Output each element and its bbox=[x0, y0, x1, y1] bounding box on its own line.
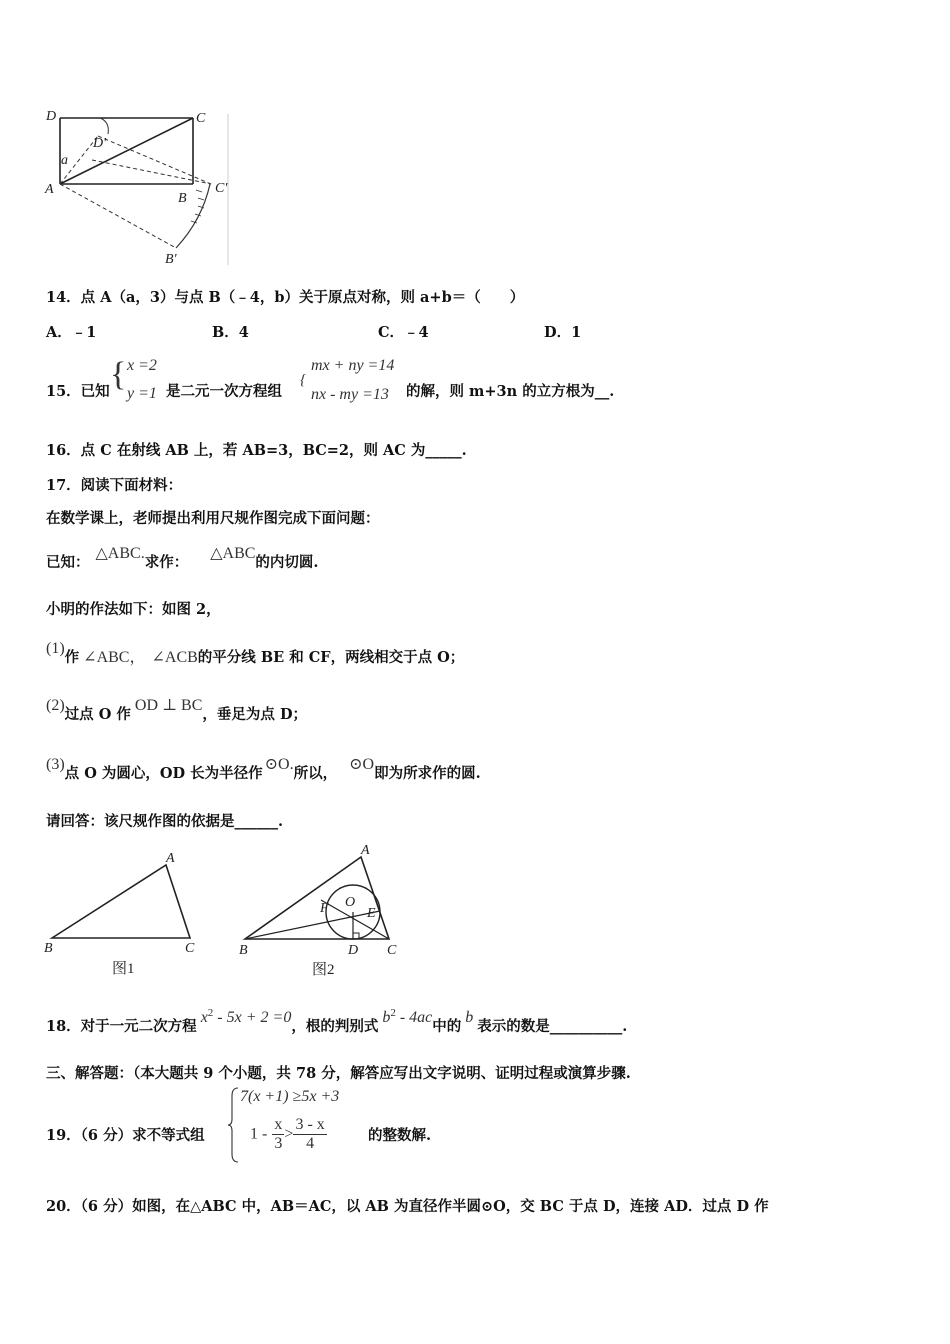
fig1-label-c: C bbox=[185, 941, 195, 956]
q14-options bbox=[46, 321, 710, 342]
q19-brace bbox=[228, 1086, 240, 1164]
q19-frac1-den: 3 bbox=[274, 1135, 283, 1152]
q17-question bbox=[46, 810, 283, 831]
q17-title bbox=[46, 474, 182, 495]
q18-mid2: 中的 bbox=[432, 1018, 462, 1035]
question-19 bbox=[46, 1124, 205, 1145]
q17-step-3 bbox=[46, 756, 481, 783]
q17-step3-pre: 点 O 为圆心，OD 长为半径作 bbox=[64, 765, 263, 782]
fig2-label-e: E bbox=[367, 906, 376, 921]
q19-frac-2 bbox=[293, 1116, 326, 1153]
q15-brace-2: { bbox=[300, 372, 306, 388]
q14-option-d: D．1 bbox=[544, 324, 582, 341]
q19-ineq-1: 7(x +1) ≥5x +3 bbox=[240, 1088, 340, 1105]
q18-prefix: 18．对于一元二次方程 bbox=[46, 1018, 197, 1035]
fig1-label-b: B bbox=[44, 941, 53, 956]
q17-step2-num: (2) bbox=[46, 697, 65, 714]
q14-option-c: C．﹣4 bbox=[378, 324, 429, 341]
q17-known-label: 已知： bbox=[46, 554, 90, 571]
fig13-label-a: A bbox=[45, 182, 54, 197]
q15-sys1-eq2: y =1 bbox=[127, 385, 157, 402]
q17-step-2 bbox=[46, 697, 308, 724]
figure-1-triangle bbox=[40, 845, 210, 980]
q19-tail bbox=[368, 1124, 431, 1145]
q17-known bbox=[46, 545, 319, 572]
q19-suffix: 的整数解. bbox=[368, 1127, 432, 1144]
fig13-label-b-prime: B' bbox=[165, 252, 177, 267]
q15-prefix: 15．已知 bbox=[46, 383, 110, 400]
q17-step2-pre: 过点 O 作 bbox=[64, 706, 131, 723]
q18-eq-a: x bbox=[200, 1009, 208, 1026]
q18-disc-b: - 4ac bbox=[395, 1009, 433, 1026]
q20-text: 20．（6 分）如图，在△ABC 中，AB＝AC，以 AB 为直径作半圆⊙O，交 BC 于点 D，连接 AD．过点 D 作 bbox=[46, 1198, 769, 1215]
q17-ask-math: △ABC bbox=[210, 545, 256, 562]
q17-step1-num: (1) bbox=[46, 640, 65, 657]
q19-frac2-num: 3 - x bbox=[295, 1116, 325, 1133]
q17-step3-post: 即为所求作的圆. bbox=[374, 765, 481, 782]
section3-text: 三、解答题：（本大题共 9 个小题，共 78 分，解答应写出文字说明、证明过程或演算步骤. bbox=[46, 1065, 631, 1082]
figure-rectangle-fold bbox=[40, 100, 240, 272]
q19-frac2-den: 4 bbox=[306, 1135, 315, 1152]
fig13-label-d-prime: D' bbox=[93, 136, 107, 151]
fig1-label-a: A bbox=[166, 851, 175, 866]
section-3-header bbox=[46, 1062, 631, 1083]
q17-intro-text: 在数学课上，老师提出利用尺规作图完成下面问题： bbox=[46, 510, 380, 527]
q17-ask-label: 求作： bbox=[144, 554, 189, 571]
fig2-label-b: B bbox=[239, 943, 248, 958]
q15-middle bbox=[166, 380, 282, 401]
fig2-label-f: F bbox=[320, 901, 329, 916]
q17-title-text: 17．阅读下面材料： bbox=[46, 477, 183, 494]
fig13-label-a-angle: a bbox=[61, 153, 68, 168]
q18-mid: ，根的判别式 bbox=[291, 1018, 379, 1035]
q18-disc-exp: 2 bbox=[390, 1007, 396, 1019]
q19-prefix: 19．（6 分）求不等式组 bbox=[46, 1127, 205, 1144]
q17-question-text: 请回答：该尺规作图的依据是______. bbox=[46, 813, 284, 830]
q17-step2-post: ，垂足为点 D； bbox=[202, 706, 308, 723]
q19-ineq-2 bbox=[250, 1116, 327, 1153]
fig13-label-b: B bbox=[178, 191, 187, 206]
q17-step2-m1: OD ⊥ BC bbox=[134, 697, 203, 714]
fig13-label-d: D bbox=[46, 109, 57, 124]
q17-step3-num: (3) bbox=[46, 756, 65, 773]
q18-eq-exp: 2 bbox=[207, 1007, 214, 1019]
q17-method bbox=[46, 598, 221, 619]
question-15 bbox=[46, 380, 110, 401]
q17-step3-m1: ⊙O. bbox=[264, 756, 294, 773]
question-18 bbox=[46, 1007, 628, 1036]
q17-method-text: 小明的作法如下：如图 2， bbox=[46, 601, 221, 618]
q18-suffix: 表示的数是__________. bbox=[477, 1018, 628, 1035]
fig13-label-c: C bbox=[196, 111, 206, 126]
q18-disc-a: b bbox=[382, 1009, 391, 1026]
q17-step1-m2: ∠ACB bbox=[151, 649, 198, 666]
fig13-label-c-prime: C' bbox=[215, 181, 228, 196]
q17-step1-sep: ， bbox=[129, 649, 146, 666]
q18-var: b bbox=[465, 1009, 474, 1026]
q19-frac-1 bbox=[272, 1116, 284, 1153]
q15-tail bbox=[406, 380, 614, 401]
q19-frac1-num: x bbox=[274, 1116, 283, 1133]
q17-step-1 bbox=[46, 640, 465, 667]
q16-text: 16．点 C 在射线 AB 上，若 AB=3，BC=2，则 AC 为_____. bbox=[46, 442, 467, 459]
fig2-label-o: O bbox=[345, 895, 356, 910]
question-16 bbox=[46, 439, 467, 460]
q15-sys2-eq2: nx - my =13 bbox=[311, 386, 389, 403]
q15-sys2-eq1: mx + ny =14 bbox=[311, 357, 395, 374]
q17-step3-mid: 所以， bbox=[293, 765, 338, 782]
q17-step1-pre: 作 bbox=[64, 649, 80, 666]
q17-known-math: △ABC. bbox=[95, 545, 145, 562]
q17-step3-m2: ⊙O bbox=[349, 756, 375, 773]
q14-option-b: B．4 bbox=[212, 324, 249, 341]
question-14 bbox=[46, 286, 524, 307]
q19-gt: > bbox=[284, 1125, 294, 1143]
q18-eq-b: - 5x + 2 =0 bbox=[213, 1009, 292, 1026]
question-20 bbox=[46, 1195, 769, 1216]
q19-ineq2-left: 1 - bbox=[250, 1125, 268, 1143]
fig2-caption: 图2 bbox=[312, 962, 335, 978]
fig2-label-a: A bbox=[361, 843, 370, 858]
q17-step1-m1: ∠ABC bbox=[83, 649, 130, 666]
q15-suffix: 的解，则 m+3n 的立方根为__. bbox=[406, 383, 615, 400]
fig2-label-c: C bbox=[387, 943, 397, 958]
q17-ask-suffix: 的内切圆. bbox=[255, 554, 319, 571]
q17-step1-post: 的平分线 BE 和 CF，两线相交于点 O； bbox=[197, 649, 465, 666]
q14-option-a: A．﹣1 bbox=[46, 324, 97, 341]
q15-brace-1: { bbox=[110, 356, 127, 393]
fig2-label-d: D bbox=[348, 943, 359, 958]
q15-sys1-eq1: x =2 bbox=[127, 357, 157, 374]
figure-2-incircle bbox=[230, 840, 410, 980]
q17-intro bbox=[46, 507, 380, 528]
fig1-caption: 图1 bbox=[112, 961, 135, 977]
q15-mid: 是二元一次方程组 bbox=[166, 383, 282, 400]
q14-text: 14．点 A（a，3）与点 B（﹣4，b）关于原点对称，则 a+b＝（ ） bbox=[46, 289, 525, 306]
